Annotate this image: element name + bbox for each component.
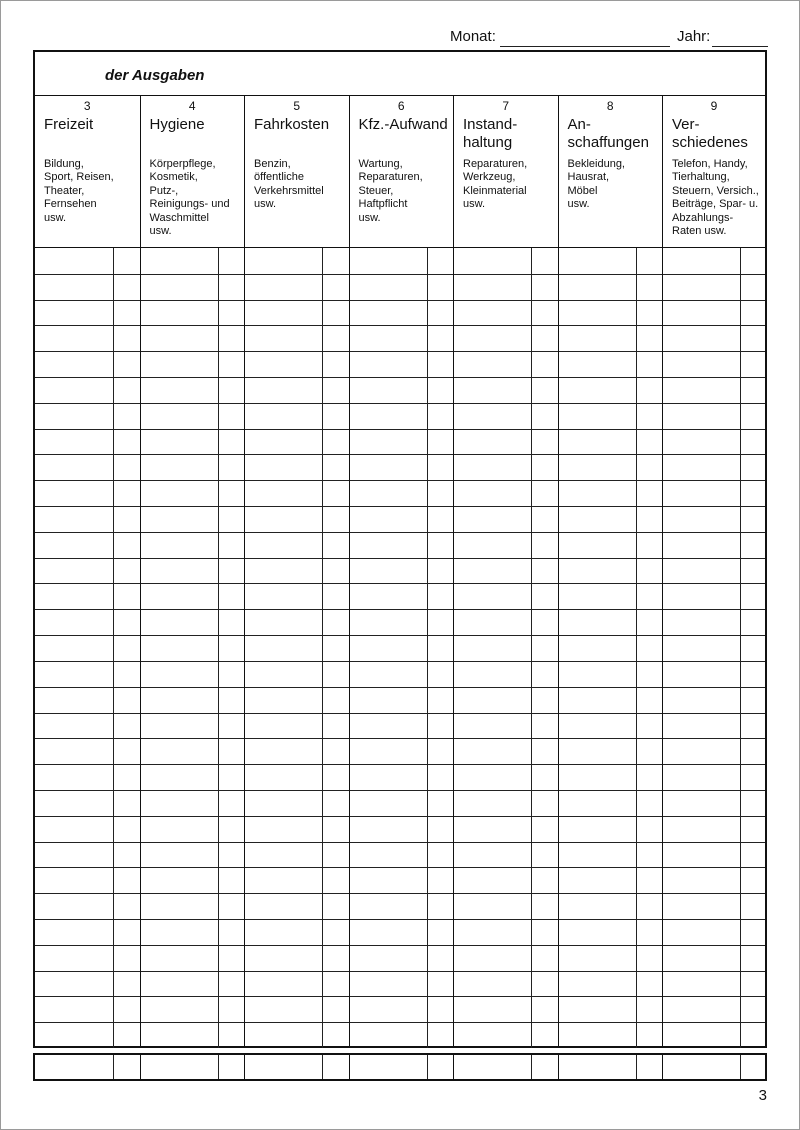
column-header-row [35,96,765,248]
column-divider [453,248,454,1048]
grid-row-line [35,996,765,997]
column-title: Kfz.-Aufwand [358,116,448,133]
grid-row-line [35,945,765,946]
column-description: Wartung, Reparaturen, Steuer, Haftpflicht usw. [358,158,423,224]
column-header [453,96,558,248]
amount-cell-divider [322,1055,323,1079]
grid-row-line [35,454,765,455]
column-divider [349,248,350,1048]
grid-row-line [35,919,765,920]
column-number: 9 [710,99,718,113]
column-number: 4 [188,99,196,113]
amount-cell-divider [218,1055,219,1079]
grid-row-line [35,532,765,533]
column-title: Fahrkosten [254,116,330,133]
title-bar [35,52,765,96]
amount-cell-divider [113,1055,114,1079]
amount-cell-divider [218,248,219,1048]
column-header [558,96,663,248]
column-divider [349,1055,350,1079]
grid-row-line [35,429,765,430]
entry-grid[interactable] [35,248,765,1048]
column-divider [453,1055,454,1079]
column-number: 5 [293,99,301,113]
grid-row-line [35,635,765,636]
column-divider [244,1055,245,1079]
column-divider [662,1055,663,1079]
column-title: Ver- schiedenes [672,116,748,151]
page-number: 3 [758,1087,767,1104]
grid-row-line [35,893,765,894]
column-divider [244,248,245,1048]
column-title: Instand- haltung [463,116,518,151]
grid-row-line [35,764,765,765]
grid-row-line [35,790,765,791]
column-description: Telefon, Handy, Tierhaltung, Steuern, Versich., Beiträge, Spar- u. Abzahlungs- Raten usw. [672,158,759,238]
column-description: Bildung, Sport, Reisen, Theater, Fernsehen usw. [44,158,114,224]
grid-row-line [35,816,765,817]
amount-cell-divider [322,248,323,1048]
grid-row-line [35,558,765,559]
column-description: Bekleidung, Hausrat, Möbel usw. [567,158,625,211]
grid-row-line [35,403,765,404]
column-number: 7 [502,99,510,113]
amount-cell-divider [636,248,637,1048]
amount-cell-divider [531,248,532,1048]
column-header [140,96,245,248]
amount-cell-divider [427,1055,428,1079]
column-divider [662,248,663,1048]
column-number: 3 [83,99,91,113]
amount-cell-divider [636,1055,637,1079]
grid-row-line [35,506,765,507]
column-divider [140,248,141,1048]
grid-row-line [35,351,765,352]
grid-row-line [35,867,765,868]
column-divider [558,248,559,1048]
amount-cell-divider [113,248,114,1048]
grid-row-line [35,842,765,843]
year-field[interactable] [712,46,768,47]
grid-row-line [35,300,765,301]
year-label: Jahr: [677,28,711,45]
grid-row-line [35,325,765,326]
grid-row-line [35,609,765,610]
column-description: Körperpflege, Kosmetik, Putz-, Reinigungs- und Waschmittel usw. [149,158,230,238]
sheet-title: der Ausgaben [105,67,205,84]
amount-cell-divider [740,1055,741,1079]
amount-cell-divider [531,1055,532,1079]
grid-row-line [35,1022,765,1023]
column-header [662,96,765,248]
amount-cell-divider [427,248,428,1048]
grid-row-line [35,377,765,378]
column-number: 6 [397,99,405,113]
column-title: Hygiene [149,116,205,133]
total-row[interactable] [33,1053,767,1081]
grid-row-line [35,713,765,714]
grid-row-line [35,687,765,688]
column-header [35,96,140,248]
column-description: Benzin, öffentliche Verkehrsmittel usw. [254,158,324,211]
amount-cell-divider [740,248,741,1048]
column-title: Freizeit [44,116,94,133]
column-number: 8 [606,99,614,113]
month-year-header [450,26,768,48]
grid-row-line [35,738,765,739]
column-header [349,96,454,248]
month-field[interactable] [500,46,670,47]
grid-row-line [35,971,765,972]
column-divider [140,1055,141,1079]
month-label: Monat: [450,28,496,45]
grid-row-line [35,274,765,275]
grid-row-line [35,583,765,584]
expense-sheet [33,50,767,1048]
grid-row-line [35,480,765,481]
column-header [244,96,349,248]
column-divider [558,1055,559,1079]
column-description: Reparaturen, Werkzeug, Kleinmaterial usw. [463,158,528,211]
grid-row-line [35,661,765,662]
column-title: An- schaffungen [567,116,649,151]
